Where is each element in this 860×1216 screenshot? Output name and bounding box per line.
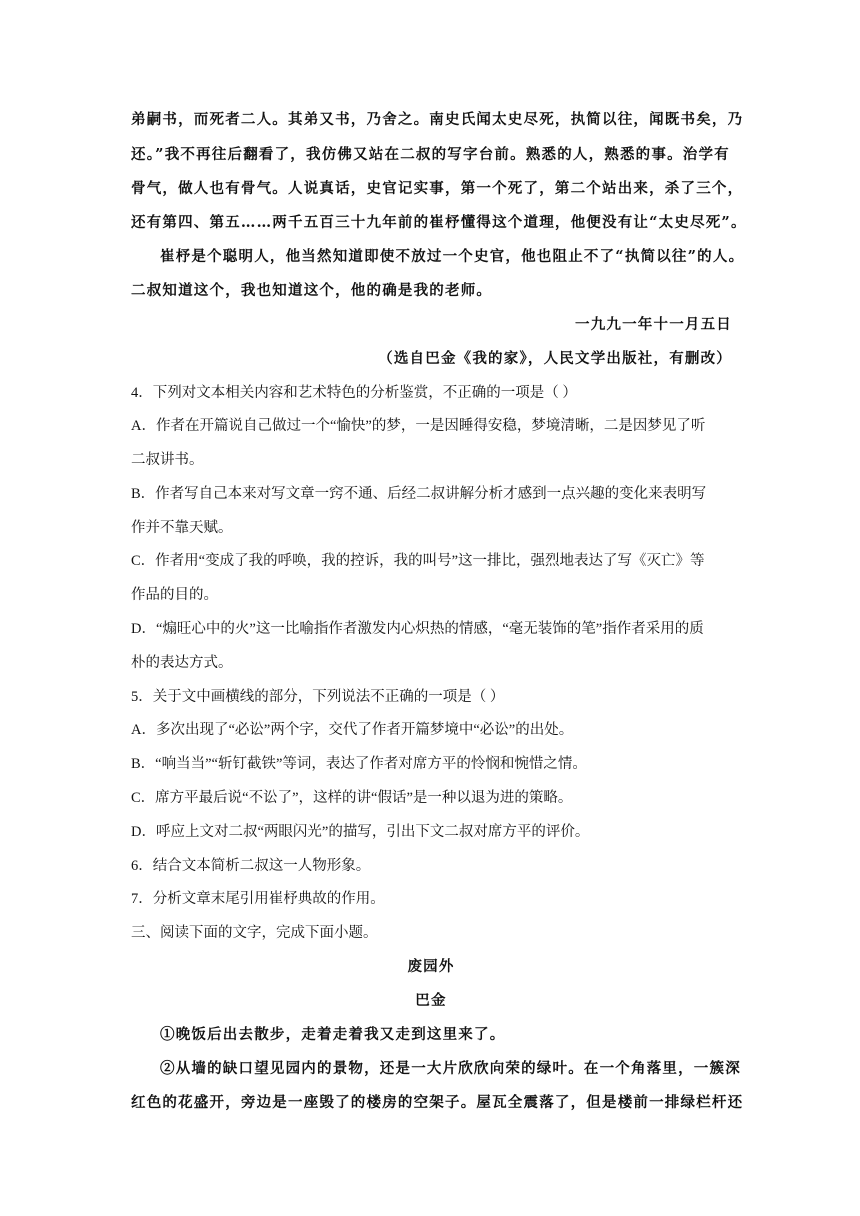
passage-line-6: 二叔知道这个，我也知道这个，他的确是我的老师。 — [131, 282, 493, 299]
question-4-option-b-line-2: 作并不靠天赋。 — [131, 520, 233, 536]
article-title: 废园外 — [407, 958, 455, 975]
question-4-option-c-line-1: C．作者用“变成了我的呼唤，我的控诉，我的叫号”这一排比，强烈地表达了写《灭亡》等 — [131, 553, 705, 569]
question-4-option-d-line-1: D．“煽旺心中的火”这一比喻指作者激发内心炽热的情感，“毫无装饰的笔”指作者采用的质 — [131, 621, 704, 637]
section-3-heading: 三、阅读下面的文字，完成下面小题。 — [131, 925, 378, 941]
passage-line-1: 弟嗣书，而死者二人。其弟又书，乃舍之。南史氏闻太史尽死，执简以往，闻既书矣，乃 — [131, 111, 744, 128]
article-paragraph-2-line-2: 红色的花盛开，旁边是一座毁了的楼房的空架子。屋瓦全震落了，但是楼前一排绿栏杆还 — [131, 1094, 744, 1111]
passage-line-5: 崔杼是个聪明人，他当然知道即使不放过一个史官，他也阻止不了“执简以往”的人。 — [160, 248, 745, 265]
question-6: 6．结合文本简析二叔这一人物形象。 — [131, 858, 371, 874]
article-paragraph-1: ①晚饭后出去散步，走着走着我又走到这里来了。 — [160, 1026, 506, 1043]
passage-line-3: 骨气，做人也有骨气。人说真话，史官记实事，第一个死了，第二个站出来，杀了三个， — [131, 180, 744, 197]
question-5-option-b: B．“响当当”“斩钉截铁”等词，表达了作者对席方平的怜悯和惋惜之情。 — [131, 756, 587, 772]
question-5-option-d: D．呼应上文对二叔“两眼闪光”的描写，引出下文二叔对席方平的评价。 — [131, 824, 590, 840]
question-4-option-d-line-2: 朴的表达方式。 — [131, 655, 233, 671]
article-paragraph-2-line-1: ②从墙的缺口望见园内的景物，还是一大片欣欣向荣的绿叶。在一个角落里，一簇深 — [160, 1060, 741, 1077]
question-4-option-a-line-1: A．作者在开篇说自己做过一个“愉快”的梦，一是因睡得安稳，梦境清晰，二是因梦见了听 — [131, 418, 706, 434]
passage-line-4: 还有第四、第五……两千五百三十九年前的崔杼懂得这个道理，他便没有让“太史尽死”。 — [131, 214, 747, 231]
source-line: （选自巴金《我的家》，人民文学出版社，有删改） — [378, 350, 732, 367]
article-author: 巴金 — [415, 992, 447, 1009]
question-4-option-b-line-1: B．作者写自己本来对写文章一窍不通、后经二叔讲解分析才感到一点兴趣的变化来表明写 — [131, 486, 707, 502]
passage-line-2: 还。”我不再往后翻看了，我仿佛又站在二叔的写字台前。熟悉的人，熟悉的事。治学有 — [131, 146, 730, 163]
question-7: 7．分析文章末尾引用崔杼典故的作用。 — [131, 891, 385, 907]
question-5-option-c: C．席方平最后说“不讼了”，这样的讲“假话”是一种以退为进的策略。 — [131, 790, 573, 806]
question-4-stem: 4．下列对文本相关内容和艺术特色的分析鉴赏，不正确的一项是（ ） — [131, 385, 577, 401]
question-5-option-a: A．多次出现了“必讼”两个字，交代了作者开篇梦境中“必讼”的出处。 — [131, 722, 574, 738]
question-5-stem: 5．关于文中画横线的部分，下列说法不正确的一项是（ ） — [131, 689, 505, 705]
question-4-option-c-line-2: 作品的目的。 — [131, 587, 218, 603]
date-line: 一九九一年十一月五日 — [575, 316, 732, 333]
question-4-option-a-line-2: 二叔讲书。 — [131, 452, 204, 468]
